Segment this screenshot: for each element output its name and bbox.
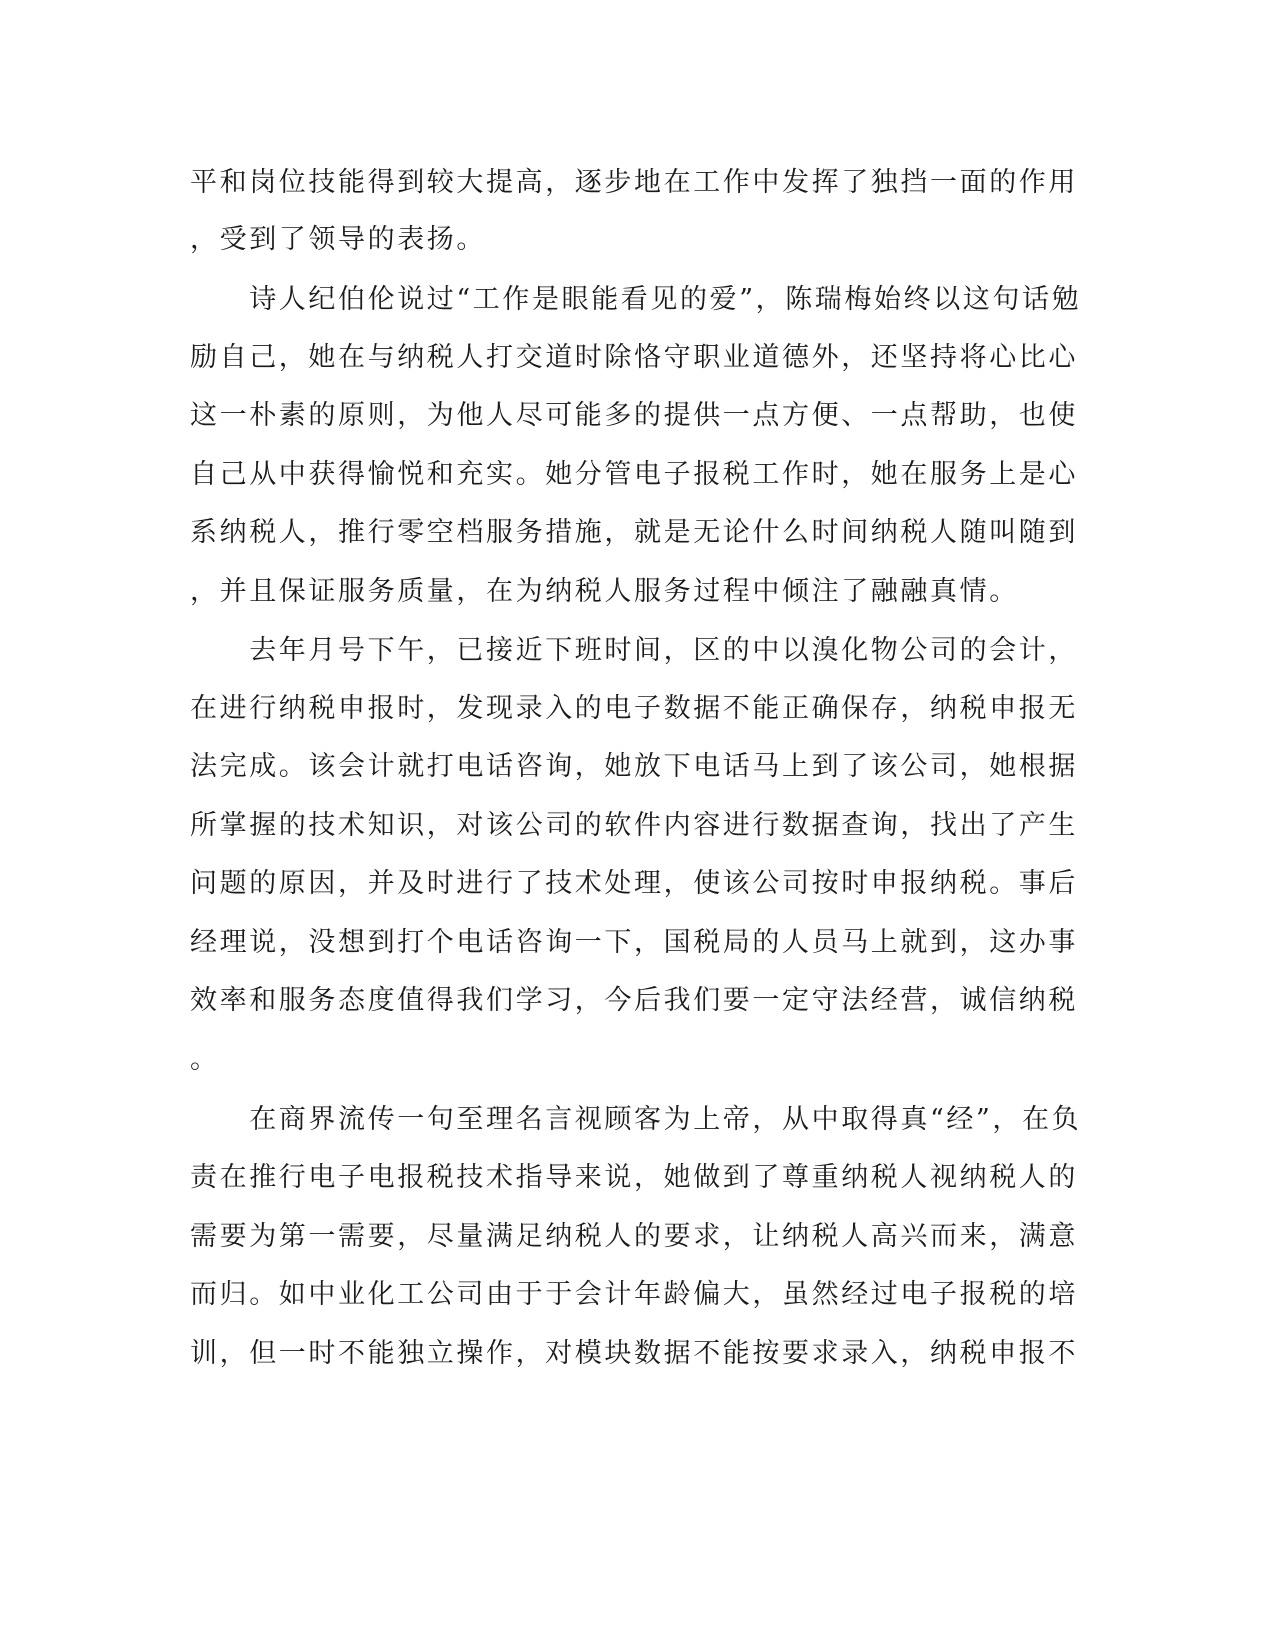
p4-line-2: 责在推行电子电报税技术指导来说，她做到了尊重纳税人视纳税人的 xyxy=(190,1162,1078,1193)
p2-line-5: 系纳税人，推行零空档服务措施，就是无论什么时间纳税人随叫随到 xyxy=(190,517,1078,548)
p2-line-1: 诗人纪伯伦说过“工作是眼能看见的爱”，陈瑞梅始终以这句话勉 xyxy=(190,284,1082,315)
p3-line-1: 去年月号下午，已接近下班时间，区的中以溴化物公司的会计， xyxy=(190,635,1078,666)
p2-line-2: 励自己，她在与纳税人打交道时除恪守职业道德外，还坚持将心比心 xyxy=(190,342,1078,373)
p1-line-1: 平和岗位技能得到较大提高，逐步地在工作中发挥了独挡一面的作用 xyxy=(190,167,1078,198)
p3-line-4: 所掌握的技术知识，对该公司的软件内容进行数据查询，找出了产生 xyxy=(190,810,1078,841)
p3-line-8: 。 xyxy=(190,1044,220,1075)
p2-line-4: 自己从中获得愉悦和充实。她分管电子报税工作时，她在服务上是心 xyxy=(190,459,1078,490)
p3-line-2: 在进行纳税申报时，发现录入的电子数据不能正确保存，纳税申报无 xyxy=(190,693,1078,724)
p3-line-5: 问题的原因，并及时进行了技术处理，使该公司按时申报纳税。事后 xyxy=(190,868,1078,899)
p2-line-6: ，并且保证服务质量，在为纳税人服务过程中倾注了融融真情。 xyxy=(190,576,1019,607)
p4-line-3: 需要为第一需要，尽量满足纳税人的要求，让纳税人高兴而来，满意 xyxy=(190,1221,1078,1252)
p3-line-6: 经理说，没想到打个电话咨询一下，国税局的人员马上就到，这办事 xyxy=(190,927,1078,958)
p4-line-5: 训，但一时不能独立操作，对模块数据不能按要求录入，纳税申报不 xyxy=(190,1338,1078,1369)
p3-line-3: 法完成。该会计就打电话咨询，她放下电话马上到了该公司，她根据 xyxy=(190,751,1078,782)
p4-line-1: 在商界流传一句至理名言视顾客为上帝，从中取得真“经”，在负 xyxy=(190,1104,1082,1135)
p1-line-2: ，受到了领导的表扬。 xyxy=(190,224,486,255)
p2-line-3: 这一朴素的原则，为他人尽可能多的提供一点方便、一点帮助，也使 xyxy=(190,400,1078,431)
p4-line-4: 而归。如中业化工公司由于于会计年龄偏大，虽然经过电子报税的培 xyxy=(190,1279,1078,1310)
p3-line-7: 效率和服务态度值得我们学习，今后我们要一定守法经营，诚信纳税 xyxy=(190,985,1078,1016)
